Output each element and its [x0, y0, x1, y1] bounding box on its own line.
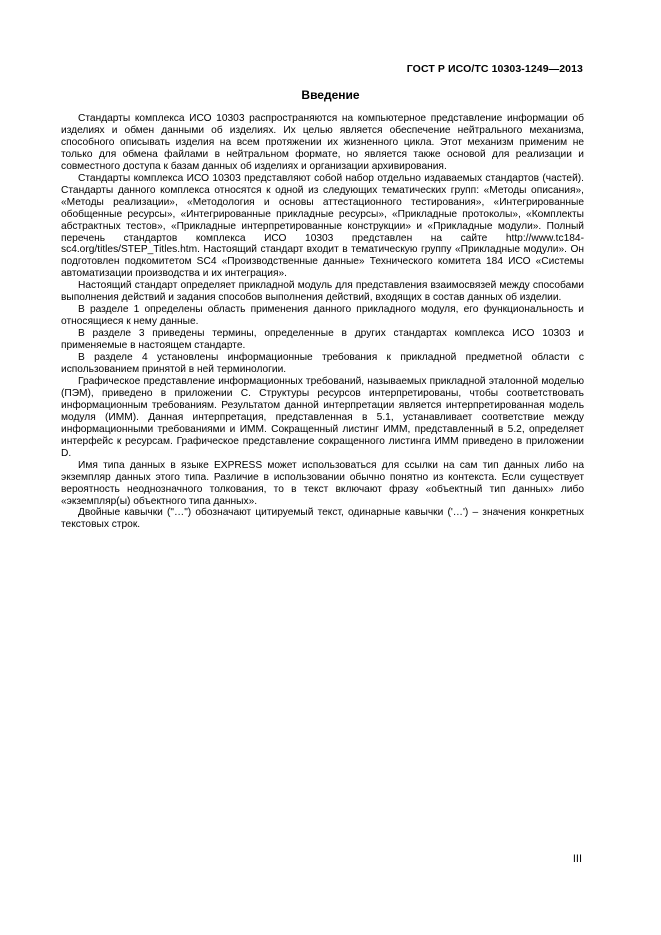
paragraph-purpose: Настоящий стандарт определяет прикладной модуль для представления взаимосвязей между способами выполнения действий и задания способов выполнения действий, входящих в состав данных об изделии.: [61, 280, 584, 304]
paragraph-section-3: В разделе 3 приведены термины, определенные в других стандартах комплекса ИСО 10303 и применяемые в настоящем стандарте.: [61, 328, 584, 352]
paragraph-section-4: В разделе 4 установлены информационные требования к прикладной предметной области с использованием принятой в ней терминологии.: [61, 352, 584, 376]
paragraph-section-1: В разделе 1 определены область применения данного прикладного модуля, его функциональность и относящиеся к нему данные.: [61, 304, 584, 328]
paragraph-series-structure: Стандарты комплекса ИСО 10303 представляют собой набор отдельно издаваемых стандартов (частей). Стандарты данного комплекса относятся к одной из следующих тематических групп: «Методы описания», «Методы реализации», «Методология и основы аттестационного тестирования», «Интегрированные обобщенные ресурсы», «Интегрированные прикладные ресурсы», «Прикладные протоколы», «Комплекты абстрактных тестов», «Прикладные интерпретированные конструкции» и «Прикладные модули». Полный перечень стандартов комплекса ИСО 10303 представлен на сайте http://www.tc184-sc4.org/titles/STEP_Titles.htm. Настоящий стандарт входит в тематическую группу «Прикладные модули». Он подготовлен подкомитетом SC4 «Производственные данные» Технического комитета 184 ИСО «Системы автоматизации производства и их интеграция».: [61, 172, 584, 280]
section-title: Введение: [301, 88, 360, 102]
page-number: III: [572, 853, 582, 865]
paragraph-express-types: Имя типа данных в языке EXPRESS может использоваться для ссылки на сам тип данных либо на экземпляр данных этого типа. Различие в использовании обычно понятно из контекста. Если существует вероятность неоднозначного толкования, то в текст включают фразу «объектный тип данных» либо «экземпляр(ы) объектного типа данных».: [61, 459, 584, 507]
paragraph-scope: Стандарты комплекса ИСО 10303 распространяются на компьютерное представление информации об изделиях и обмен данными об изделиях. Их целью является обеспечение нейтрального механизма, способного описывать изделия на всем протяжении их жизненного цикла. Этот механизм применим не только для обмена файлами в нейтральном формате, но является также основой для реализации и совместного доступа к базам данных об изделиях и организации архивирования.: [61, 113, 584, 172]
paragraph-quotation-marks: Двойные кавычки ("…") обозначают цитируемый текст, одинарные кавычки ('…') – значения конкретных текстовых строк.: [61, 507, 584, 531]
paragraph-graphical-representation: Графическое представление информационных требований, называемых прикладной эталонной моделью (ПЭМ), приведено в приложении С. Структуры ресурсов интерпретированы, чтобы соответствовать информационным требованиям. Результатом данной интерпретации является интерпретированная модель модуля (ИММ). Данная интерпретация, представленная в 5.1, устанавливает соответствие между информационными требованиями и ИММ. Сокращенный листинг ИММ, представленный в 5.2, определяет интерфейс к ресурсам. Графическое представление сокращенного листинга ИММ приведено в приложении D.: [61, 375, 584, 459]
document-standard-id: ГОСТ Р ИСО/ТС 10303-1249—2013: [406, 63, 583, 75]
introduction-body: [61, 113, 584, 531]
